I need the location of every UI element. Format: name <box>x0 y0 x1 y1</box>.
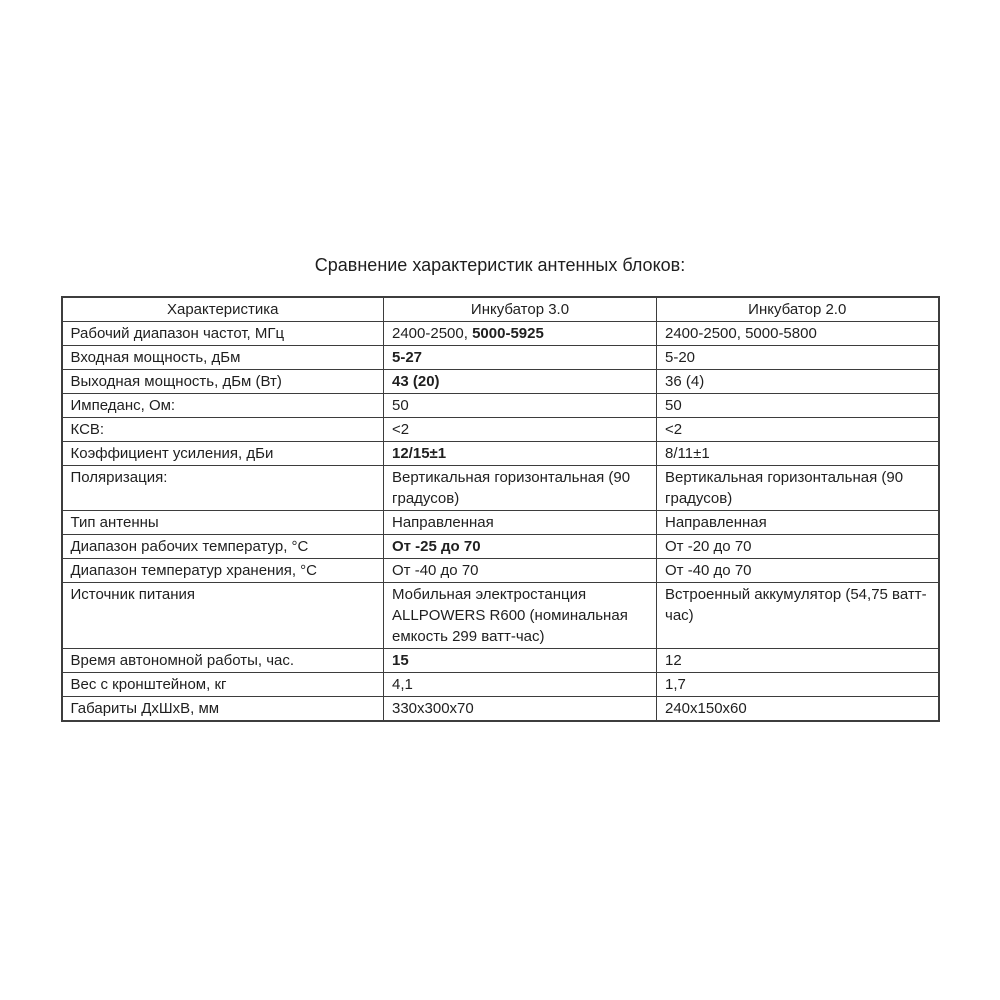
cell-characteristic <box>62 322 384 346</box>
cell-incubator-2-0 <box>657 583 939 649</box>
cell-text-bold: 43 (20) <box>392 373 440 390</box>
cell-characteristic <box>62 649 384 673</box>
cell-text: От -40 до 70 <box>665 562 752 579</box>
cell-incubator-3-0 <box>384 583 657 649</box>
cell-text: Импеданс, Ом: <box>70 397 176 414</box>
cell-characteristic <box>62 583 384 649</box>
cell-text: Встроенный аккумулятор (54,75 ватт-час) <box>665 586 927 624</box>
table-row <box>62 466 939 511</box>
cell-text: Вертикальная горизонтальная (90 градусов) <box>392 469 631 507</box>
cell-text: От -20 до 70 <box>665 538 752 555</box>
cell-text: Время автономной работы, час. <box>70 652 295 669</box>
cell-text: КСВ: <box>70 421 105 438</box>
cell-characteristic <box>62 697 384 722</box>
table-row <box>62 673 939 697</box>
cell-characteristic <box>62 394 384 418</box>
cell-characteristic <box>62 442 384 466</box>
cell-incubator-2-0 <box>657 697 939 722</box>
cell-text: 4,1 <box>392 676 413 693</box>
cell-characteristic <box>62 418 384 442</box>
cell-text: Габариты ДхШхВ, мм <box>70 700 220 717</box>
cell-incubator-3-0 <box>384 535 657 559</box>
cell-text: <2 <box>392 421 410 438</box>
header-incubator-2-0: Инкубатор 2.0 <box>657 297 939 322</box>
cell-incubator-3-0 <box>384 370 657 394</box>
table-row <box>62 649 939 673</box>
cell-text-bold: 5000-5925 <box>472 325 544 342</box>
cell-incubator-3-0 <box>384 322 657 346</box>
cell-text: Поляризация: <box>70 469 168 486</box>
cell-characteristic <box>62 370 384 394</box>
cell-incubator-3-0 <box>384 394 657 418</box>
table-row <box>62 346 939 370</box>
table-row <box>62 418 939 442</box>
cell-text: Входная мощность, дБм <box>70 349 241 366</box>
cell-text: От -40 до 70 <box>392 562 479 579</box>
table-row <box>62 394 939 418</box>
cell-text: 12 <box>665 652 682 669</box>
cell-incubator-3-0 <box>384 673 657 697</box>
header-incubator-3-0: Инкубатор 3.0 <box>384 297 657 322</box>
cell-text-bold: 15 <box>392 652 409 669</box>
cell-text-bold: 5-27 <box>392 349 423 366</box>
cell-incubator-2-0 <box>657 559 939 583</box>
cell-text: Вес с кронштейном, кг <box>70 676 227 693</box>
cell-incubator-3-0 <box>384 649 657 673</box>
cell-incubator-3-0 <box>384 346 657 370</box>
cell-text: Направленная <box>392 514 494 531</box>
cell-incubator-3-0 <box>384 511 657 535</box>
cell-characteristic <box>62 559 384 583</box>
cell-text: Диапазон рабочих температур, °C <box>70 538 309 555</box>
cell-incubator-2-0 <box>657 673 939 697</box>
cell-text-bold: 12/15±1 <box>392 445 447 462</box>
cell-incubator-3-0 <box>384 418 657 442</box>
cell-incubator-2-0 <box>657 418 939 442</box>
cell-text: 2400-2500, 5000-5800 <box>665 325 817 342</box>
cell-characteristic <box>62 511 384 535</box>
header-characteristic: Характеристика <box>62 297 384 322</box>
table-row <box>62 370 939 394</box>
cell-text: 330x300x70 <box>392 700 474 717</box>
cell-text: 2400-2500, <box>392 325 473 342</box>
cell-text: Источник питания <box>70 586 196 603</box>
cell-text: <2 <box>665 421 683 438</box>
cell-text: 5-20 <box>665 349 696 366</box>
cell-characteristic <box>62 535 384 559</box>
cell-text: Вертикальная горизонтальная (90 градусов) <box>665 469 904 507</box>
cell-incubator-2-0 <box>657 511 939 535</box>
cell-text: Диапазон температур хранения, °C <box>70 562 317 579</box>
page-title: Сравнение характеристик антенных блоков: <box>314 255 686 275</box>
table-row <box>62 442 939 466</box>
comparison-table <box>61 296 940 722</box>
table-header-row <box>62 297 939 322</box>
cell-characteristic <box>62 346 384 370</box>
cell-incubator-2-0 <box>657 649 939 673</box>
cell-text: Направленная <box>665 514 767 531</box>
cell-text: 50 <box>392 397 409 414</box>
cell-incubator-3-0 <box>384 442 657 466</box>
table-row <box>62 583 939 649</box>
cell-incubator-2-0 <box>657 535 939 559</box>
cell-incubator-2-0 <box>657 322 939 346</box>
table-row <box>62 511 939 535</box>
table-body <box>62 322 939 722</box>
cell-text: Тип антенны <box>70 514 159 531</box>
cell-incubator-3-0 <box>384 697 657 722</box>
cell-incubator-2-0 <box>657 346 939 370</box>
cell-text: 8/11±1 <box>665 445 710 462</box>
cell-incubator-2-0 <box>657 466 939 511</box>
cell-incubator-3-0 <box>384 466 657 511</box>
cell-incubator-2-0 <box>657 394 939 418</box>
table-row <box>62 559 939 583</box>
cell-characteristic <box>62 466 384 511</box>
cell-text: 50 <box>665 397 682 414</box>
cell-incubator-3-0 <box>384 559 657 583</box>
cell-text: Выходная мощность, дБм (Вт) <box>70 373 282 390</box>
cell-text: 240x150x60 <box>665 700 747 717</box>
table-row <box>62 697 939 722</box>
cell-incubator-2-0 <box>657 370 939 394</box>
cell-text-bold: От -25 до 70 <box>392 538 481 555</box>
cell-text: Рабочий диапазон частот, МГц <box>70 325 285 342</box>
cell-text: Коэффициент усиления, дБи <box>70 445 274 462</box>
cell-characteristic <box>62 673 384 697</box>
cell-text: Мобильная электростанция ALLPOWERS R600 (номинальная емкость 299 ватт-час) <box>392 586 628 645</box>
table-row <box>62 322 939 346</box>
cell-text: 36 (4) <box>665 373 705 390</box>
cell-incubator-2-0 <box>657 442 939 466</box>
cell-text: 1,7 <box>665 676 686 693</box>
table-row <box>62 535 939 559</box>
